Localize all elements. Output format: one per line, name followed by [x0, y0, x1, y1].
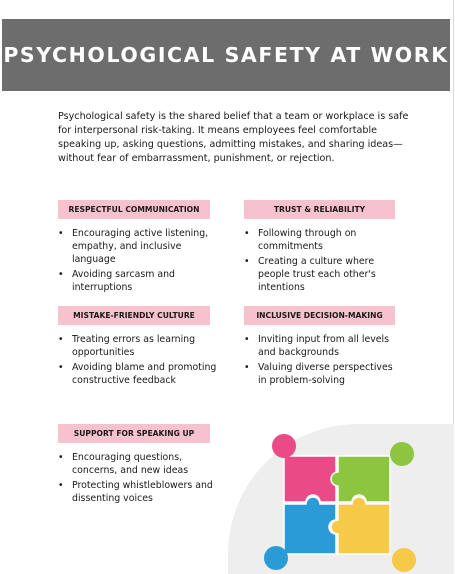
page-title: PSYCHOLOGICAL SAFETY AT WORK — [3, 43, 449, 67]
bullet-icon: • — [58, 452, 64, 463]
puzzle-piece-green — [331, 456, 390, 502]
section-label: RESPECTFUL COMMUNICATION — [58, 200, 210, 219]
bullet-icon: • — [58, 480, 64, 491]
bullet-icon: • — [58, 362, 64, 373]
list-item-text: Protecting whistleblowers and dissenting voices — [72, 480, 213, 504]
puzzle-piece-yellow — [331, 497, 390, 554]
person-head-blue — [264, 546, 288, 570]
title-banner — [2, 19, 450, 91]
list-item-text: Valuing diverse perspectives in problem-solving — [258, 362, 393, 386]
intro-paragraph: Psychological safety is the shared belief that a team or workplace is safe for interpersonal risk-taking. It means employees feel comfortable speaking up, asking questions, admitting mistakes, and sharing ideas—without fear of embarrassment, punishment, or rejection. — [58, 111, 409, 164]
section-inclusive-decision-making — [244, 306, 404, 389]
section-list — [244, 333, 404, 387]
list-item — [244, 361, 404, 387]
section-list — [58, 227, 223, 294]
section-trust-reliability — [244, 200, 404, 296]
section-label: SUPPORT FOR SPEAKING UP — [58, 424, 210, 443]
section-label: INCLUSIVE DECISION-MAKING — [244, 306, 395, 325]
list-item-text: Avoiding blame and promoting constructive feedback — [72, 362, 217, 386]
list-item — [58, 361, 223, 387]
bullet-icon: • — [58, 269, 64, 280]
bullet-icon: • — [244, 334, 250, 345]
person-head-pink — [272, 434, 296, 458]
list-item — [58, 333, 223, 359]
list-item-text: Following through on commitments — [258, 228, 357, 252]
bullet-icon: • — [244, 362, 250, 373]
list-item-text: Encouraging questions, concerns, and new ideas — [72, 452, 189, 476]
list-item — [58, 268, 223, 294]
section-label: TRUST & RELIABILITY — [244, 200, 395, 219]
list-item — [58, 227, 223, 266]
section-list — [58, 451, 223, 505]
bullet-icon: • — [58, 228, 64, 239]
list-item-text: Inviting input from all levels and backgrounds — [258, 334, 390, 358]
section-label: MISTAKE-FRIENDLY CULTURE — [58, 306, 210, 325]
list-item — [244, 227, 404, 253]
list-item-text: Creating a culture where people trust each other's intentions — [258, 256, 376, 293]
section-support-for-speaking-up — [58, 424, 223, 507]
section-respectful-communication — [58, 200, 223, 296]
list-item-text: Treating errors as learning opportunities — [72, 334, 196, 358]
bullet-icon: • — [58, 334, 64, 345]
person-head-yellow — [392, 548, 416, 572]
puzzle-people-icon — [262, 432, 422, 572]
person-head-green — [390, 442, 414, 466]
section-list — [244, 227, 404, 294]
list-item — [244, 255, 404, 294]
list-item-text: Avoiding sarcasm and interruptions — [72, 269, 175, 293]
list-item — [58, 479, 223, 505]
bullet-icon: • — [244, 256, 250, 267]
puzzle-piece-blue — [284, 497, 336, 554]
section-mistake-friendly-culture — [58, 306, 223, 389]
list-item — [58, 451, 223, 477]
list-item — [244, 333, 404, 359]
list-item-text: Encouraging active listening, empathy, and inclusive language — [72, 228, 209, 265]
section-list — [58, 333, 223, 387]
bullet-icon: • — [244, 228, 250, 239]
